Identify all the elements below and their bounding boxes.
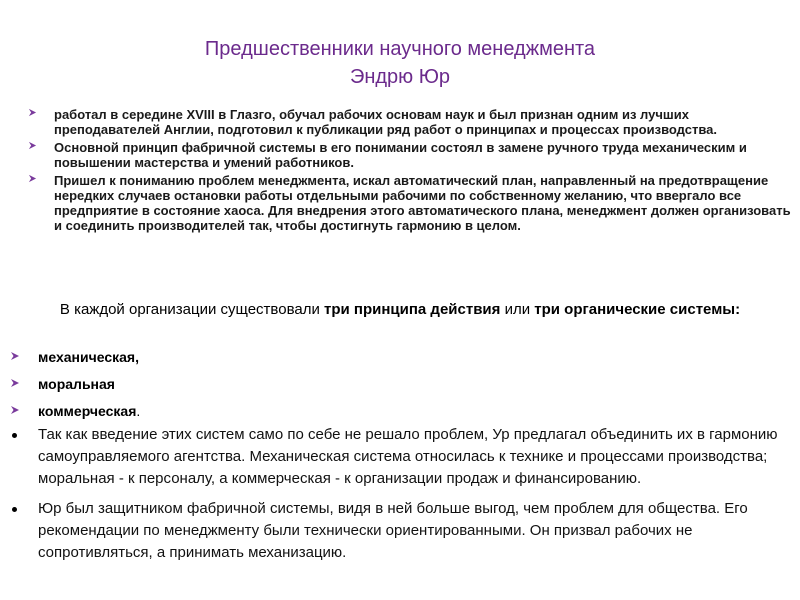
upper-bullet-list [24, 107, 794, 236]
paragraph-list [10, 424, 795, 572]
systems-list [10, 346, 410, 427]
paragraph-text: Юр был защитником фабричной системы, видя в ней больше выгод, чем проблем для общества. Его рекомендации по менеджменту были технически ориентированными. Он призвал рабочих не сопротивляться, а принимать механизацию. [38, 500, 748, 561]
heading-bold-1: три принципа действия [324, 301, 501, 318]
system-suffix: . [136, 403, 141, 419]
slide-title [0, 35, 800, 91]
heading-bold-2: три органические системы: [534, 301, 741, 318]
title-line-2: Эндрю Юр [349, 66, 451, 88]
principles-heading [0, 298, 800, 321]
list-item [10, 346, 410, 373]
bullet-text: работал в середине XVIII в Глазго, обучал рабочих основам наук и был признан одним из лучших преподавателей Англии, подготовил к публикации ряд работ о принципах и процессах производства. [54, 107, 717, 137]
list-item [10, 424, 795, 490]
list-item [24, 107, 794, 137]
triangle-bullet-icon [28, 174, 37, 183]
list-item [10, 373, 410, 400]
triangle-bullet-icon [28, 108, 37, 117]
paragraph-text: Так как введение этих систем само по себе не решало проблем, Ур предлагал объединить их в гармонию самоуправляемого агентства. Механическая система относилась к технике и процессами производства; моральная - к персоналу, а коммерческая - к организации продаж и финансированию. [38, 426, 778, 487]
triangle-bullet-icon [10, 405, 20, 415]
list-item [10, 400, 410, 427]
system-label: моральная [38, 376, 115, 392]
list-item [24, 140, 794, 170]
dot-bullet-icon [12, 433, 17, 438]
heading-prefix: В каждой организации существовали [59, 301, 325, 318]
title-line-1: Предшественники научного менеджмента [204, 38, 596, 60]
bullet-text: Основной принцип фабричной системы в его понимании состоял в замене ручного труда механическим и повышении мастерства и умений работников. [54, 140, 747, 170]
triangle-bullet-icon [10, 378, 20, 388]
triangle-bullet-icon [28, 141, 37, 150]
heading-middle: или [500, 301, 535, 318]
triangle-bullet-icon [10, 351, 20, 361]
list-item [24, 173, 794, 233]
system-label: механическая, [38, 349, 139, 365]
list-item [10, 498, 795, 564]
system-label: коммерческая [38, 403, 137, 419]
dot-bullet-icon [12, 507, 17, 512]
bullet-text: Пришел к пониманию проблем менеджмента, искал автоматический план, направленный на предотвращение нередких случаев остановки работы отдельными рабочими по собственному желанию, что ввергало все предприятие в состояние хаоса. Для внедрения этого автоматического плана, менеджмент должен организовать и соединить производителей так, чтобы достигнуть гармонию в целом. [54, 173, 791, 233]
